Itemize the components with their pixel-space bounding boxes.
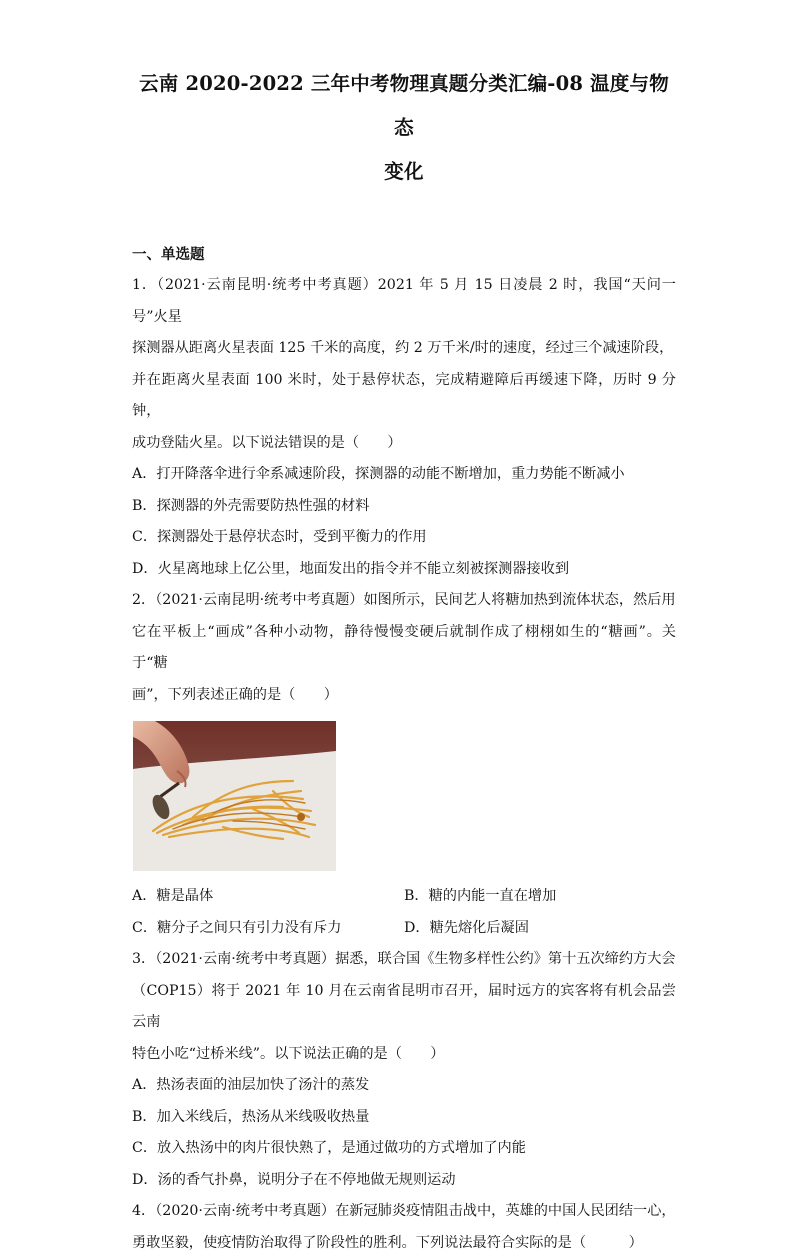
question-3-line-2: （COP15）将于 2021 年 10 月在云南省昆明市召开，届时远方的宾客将有机会品尝云南 [132, 976, 676, 1039]
question-4-line-2: 勇敢坚毅，使疫情防治取得了阶段性的胜利。下列说法最符合实际的是（ ） [132, 1228, 676, 1259]
question-1-line-4: 成功登陆火星。以下说法错误的是（ ） [132, 428, 676, 460]
question-2-line-1: 2．（2021·云南昆明·统考中考真题）如图所示，民间艺人将糖加热到流体状态，然后用 [132, 585, 676, 617]
question-3-option-d: D．汤的香气扑鼻，说明分子在不停地做无规则运动 [132, 1165, 676, 1197]
section-heading: 一、单选题 [132, 244, 676, 266]
question-1 [132, 270, 676, 459]
question-1-option-c: C．探测器处于悬停状态时，受到平衡力的作用 [132, 522, 676, 554]
title-line-1: 云南 2020-2022 三年中考物理真题分类汇编-08 温度与物态 [132, 62, 676, 150]
question-1-line-2: 探测器从距离火星表面 125 千米的高度，约 2 万千米/时的速度，经过三个减速阶段， [132, 333, 676, 365]
document-title [132, 62, 676, 194]
question-2-option-c: C．糖分子之间只有引力没有斥力 [132, 913, 404, 945]
question-3-line-1: 3．（2021·云南·统考中考真题）据悉，联合国《生物多样性公约》第十五次缔约方大会 [132, 944, 676, 976]
question-1-line-3: 并在距离火星表面 100 米时，处于悬停状态，完成精避障后再缓速下降，历时 9 分钟， [132, 365, 676, 428]
question-3-option-b: B．加入米线后，热汤从米线吸收热量 [132, 1102, 676, 1134]
question-2-option-a: A．糖是晶体 [132, 881, 404, 913]
question-2 [132, 585, 676, 711]
sugar-painting-illustration [133, 721, 336, 871]
question-3-line-3: 特色小吃“过桥米线”。以下说法正确的是（ ） [132, 1039, 676, 1071]
question-3 [132, 944, 676, 1070]
question-2-options-row-2 [132, 913, 676, 945]
title-line-2: 变化 [132, 150, 676, 194]
sugar-painting-photo [133, 721, 336, 871]
question-1-option-b: B．探测器的外壳需要防热性强的材料 [132, 491, 676, 523]
question-3-option-c: C．放入热汤中的肉片很快熟了，是通过做功的方式增加了内能 [132, 1133, 676, 1165]
question-2-line-2: 它在平板上“画成”各种小动物，静待慢慢变硬后就制作成了栩栩如生的“糖画”。关于“糖 [132, 617, 676, 680]
question-2-line-3: 画”，下列表述正确的是（ ） [132, 680, 676, 712]
question-2-option-d: D．糖先熔化后凝固 [404, 913, 676, 945]
question-1-option-a: A．打开降落伞进行伞系减速阶段，探测器的动能不断增加，重力势能不断减小 [132, 459, 676, 491]
document-page [0, 62, 794, 1185]
question-1-line-1: 1．（2021·云南昆明·统考中考真题）2021 年 5 月 15 日凌晨 2 时，我国“天问一号”火星 [132, 270, 676, 333]
question-2-options-row-1 [132, 881, 676, 913]
question-4 [132, 1196, 676, 1259]
question-2-option-b: B．糖的内能一直在增加 [404, 881, 676, 913]
question-1-option-d: D．火星离地球上亿公里，地面发出的指令并不能立刻被探测器接收到 [132, 554, 676, 586]
question-3-option-a: A．热汤表面的油层加快了汤汁的蒸发 [132, 1070, 676, 1102]
question-4-line-1: 4．（2020·云南·统考中考真题）在新冠肺炎疫情阻击战中，英雄的中国人民团结一心， [132, 1196, 676, 1228]
